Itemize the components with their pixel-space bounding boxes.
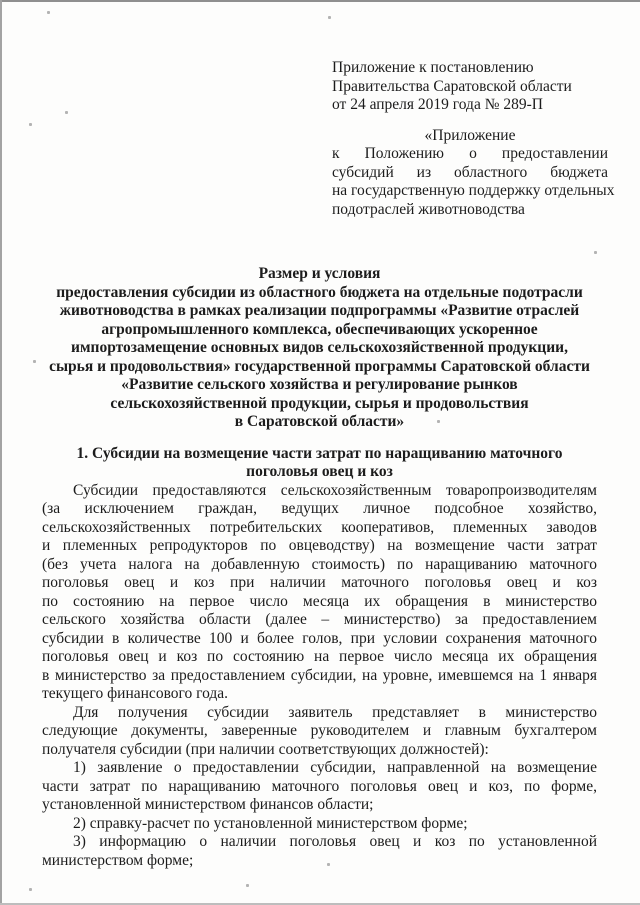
text-line: к Положению о предоставлении [332,145,608,162]
text-line: субсидий из областного бюджета [332,163,608,181]
text-line: Размер и условия [258,265,381,282]
text-line: поголовья овец и коз при наличии маточного поголовья овец и коз [42,574,597,591]
text-line: подотраслей животноводства [332,200,525,218]
section-1-heading [42,445,597,482]
text-line: получателя субсидии (при наличии соответствующих должностей): [42,740,489,758]
text-line: животноводства в рамках реализации подпрограммы «Развитие отраслей [59,302,580,319]
text-line: части затрат по наращиванию маточного поголовья овец и коз, по форме, [42,777,597,795]
text-line: сельского хозяйства области (далее – министерство) за предоставлением [42,611,597,628]
scan-speck [328,16,331,19]
scan-edge-top [0,0,640,2]
annex-reference-block [332,59,615,219]
text-line: в министерство за предоставлением субсидии, на уровне, имевшемся на 1 января [42,666,597,684]
text-line: следующие документы, заверенные руководителем и главным бухгалтером [42,722,597,739]
text-line: «Развитие сельского хозяйства и регулирование рынков [121,376,518,393]
text-line: Правительства Саратовской области [332,77,572,95]
text-line: министерством форме; [42,851,194,869]
document-title [42,265,597,432]
text-line: установленной министерством финансов области; [42,796,374,813]
scan-speck [47,11,50,14]
scan-speck [29,888,32,891]
text-line: «Приложение [424,126,516,144]
text-line: сельскохозяйственных потребительских кооперативов, племенных заводов [42,518,597,536]
list-item-2-calculation-certificate [42,815,597,834]
text-line: от 24 апреля 2019 года № 289-П [332,96,543,113]
text-line: Для получения субсидии заявитель представляет в министерство [73,703,597,721]
document-content [42,265,597,870]
list-item-1-application [42,759,597,815]
text-line: 1. Субсидии на возмещение части затрат по наращиванию маточного [76,444,563,462]
text-line: сырья и продовольствия» государственной программы Саратовской области [49,357,590,375]
list-item-3-livestock-information [42,833,597,870]
text-line: (без учета налога на добавленную стоимость) по наращиванию маточного [42,555,597,573]
text-line: поголовья овец и коз по состоянию на первое число месяца их обращения [42,648,597,665]
text-line: сельскохозяйственной продукции, сырья и продовольствия [110,394,529,412]
annex-resolution-reference [332,59,608,115]
scan-speck [29,123,32,126]
paragraph-documents-intro [42,704,597,760]
text-line: в Саратовской области» [234,413,405,430]
text-line: 1) заявление о предоставлении субсидии, направленной на возмещение [73,759,597,776]
paragraph-eligibility [42,482,597,704]
text-line: 2) справку-расчет по установленной министерством форме; [73,814,468,832]
scan-edge-left [0,0,2,905]
scan-speck [594,251,597,254]
text-line: (за исключением граждан, ведущих личное подсобное хозяйство, [42,500,597,517]
text-line: по состоянию на первое число месяца их обращения в министерство [42,592,597,610]
text-line: импортозамещение основных видов сельскохозяйственной продукции, [71,339,568,356]
text-line: поголовья овец и коз [246,463,393,480]
annex-quote-body [332,145,615,219]
scan-speck [246,884,249,887]
text-line: предоставления субсидии из областного бюджета на отдельные подотрасли [56,283,583,301]
text-line: Приложение к постановлению [332,59,534,76]
text-line: текущего финансового года. [42,685,229,702]
text-line: и племенных репродукторов по овцеводству) на возмещение части затрат [42,537,597,554]
text-line: на государственную поддержку отдельных [332,182,615,199]
scan-speck [65,111,68,114]
text-line: агропромышленного комплекса, обеспечивающих ускоренное [101,320,538,338]
text-line: Субсидии предоставляются сельскохозяйственным товаропроизводителям [73,481,597,499]
annex-quote-heading [332,127,608,146]
text-line: 3) информацию о наличии поголовья овец и коз по установленной [73,833,597,850]
scan-speck [33,360,36,363]
text-line: субсидии в количестве 100 и более голов, при условии сохранения маточного [42,629,597,647]
